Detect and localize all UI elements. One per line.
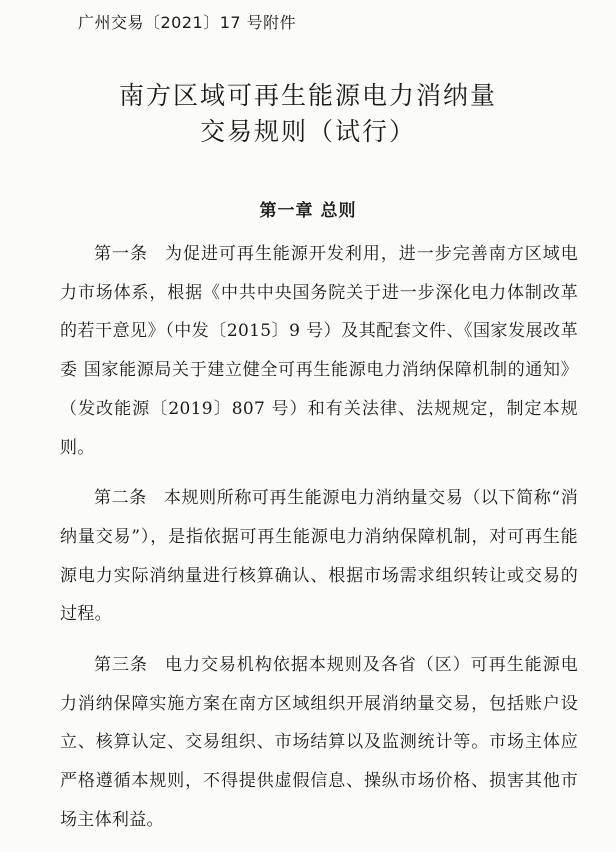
article-3 [60,646,578,840]
article-2-text: 本规则所称可再生能源电力消纳量交易（以下简称“消纳量交易”），是指依据可再生能源电力消纳保障机制，对可再生能源电力实际消纳量进行核算确认、根据市场需求组织转让或交易的过程。 [60,488,579,625]
title-line-1: 南方区域可再生能源电力消纳量 [118,81,497,110]
article-1-number: 第一条 [94,244,148,264]
article-1-text: 为促进可再生能源开发利用，进一步完善南方区域电力市场体系，根据《中共中央国务院关于进一步深化电力体制改革的若干意见》（中发〔2015〕9 号）及其配套文件、《国家发展改革委 国家能源局关于建立健全可再生能源电力消纳保障机制的通知》（发改能源〔2019〕807 号）和有关法律、法规规定，制定本规则。 [60,244,578,458]
article-list [60,235,578,852]
article-2 [60,479,578,634]
article-3-number: 第三条 [94,655,148,676]
article-2-number: 第二条 [94,488,147,509]
document-reference: 广州交易〔2021〕17 号附件 [78,13,297,32]
document-title [0,78,616,150]
article-3-text: 电力交易机构依据本规则及各省（区）可再生能源电力消纳保障实施方案在南方区域组织开展消纳量交易，包括账户设立、核算认定、交易组织、市场结算以及监测统计等。市场主体应严格遵循本规则，不得提供虚假信息、操纵市场价格、损害其他市场主体利益。 [60,655,578,830]
title-line-2: 交易规则（试行） [199,117,416,146]
article-1 [60,235,578,467]
chapter-heading: 第一章 总则 [259,201,357,221]
